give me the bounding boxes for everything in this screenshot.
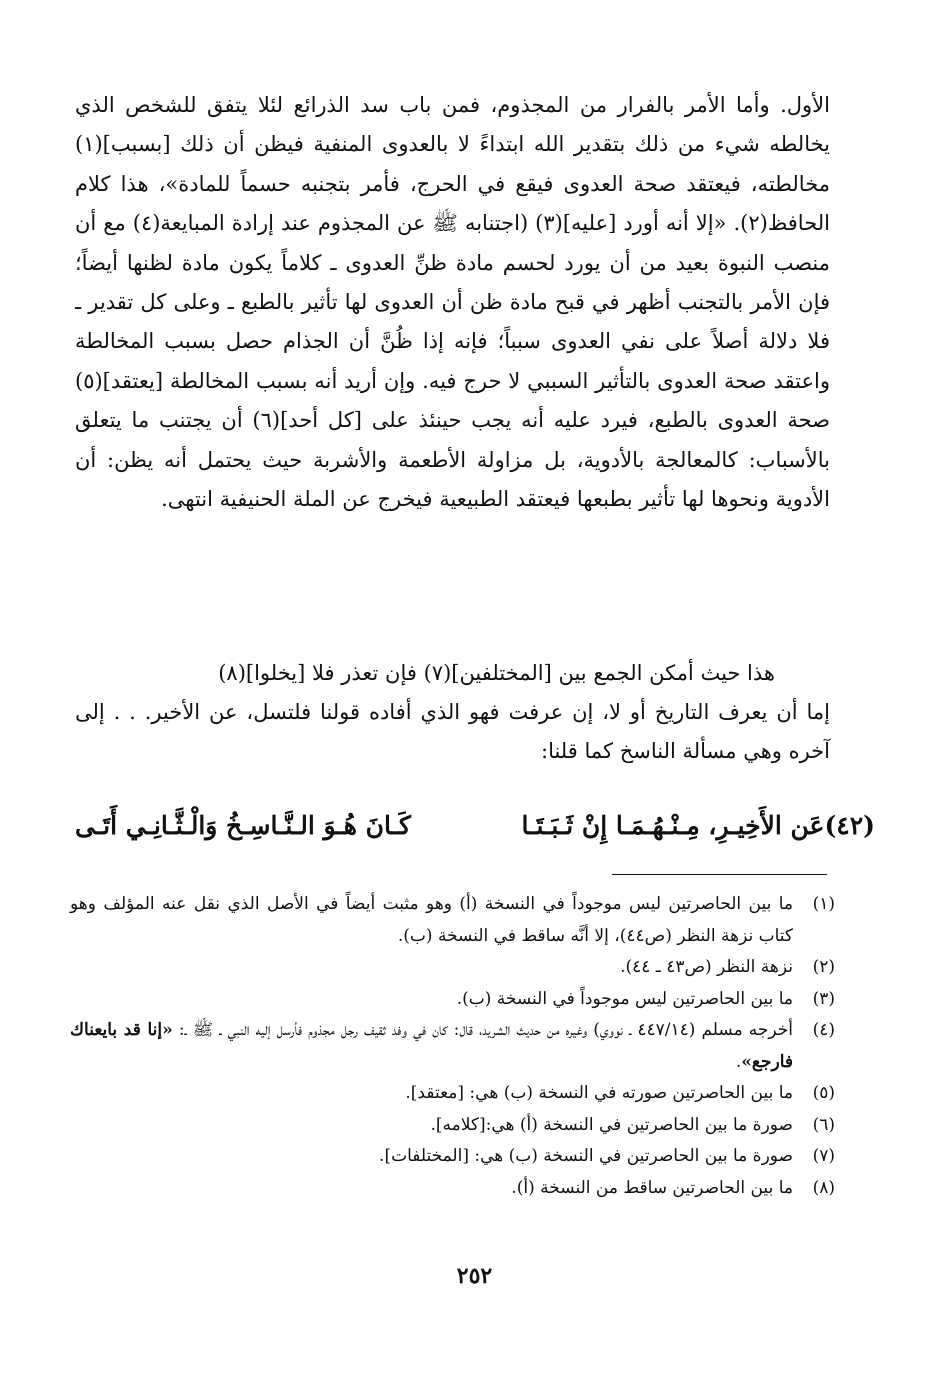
poem-verse: [65, 806, 875, 846]
footnote-divider: [612, 874, 827, 875]
footnote: [70, 1141, 835, 1173]
footnote-number: (١): [812, 894, 835, 914]
footnote-text-end: .: [735, 1051, 742, 1072]
footnote-number: (٥): [812, 1083, 835, 1103]
footnote-number: (٧): [812, 1146, 835, 1166]
verse-first-hemistich: (٤٢)عَن الأَخِيـرِ، مِـنْـهُـمَـا إِنْ ثَـبَـتَـا: [521, 811, 875, 840]
footnote-text-wrap: [70, 1015, 793, 1078]
paragraph-1: الأول. وأما الأمر بالفرار من المجذوم، فمن باب سد الذرائع لئلا يتفق للشخص الذي يخالطه شيء من ذلك بتقدير الله ابتداءً لا بالعدوى المنفية فيظن أن ذلك [بسبب](١) مخالطته، فيعتقد صحة العدوى فيقع في الحرج، فأمر بتجنبه حسماً للمادة»، هذا كلام الحافظ(٢). «إلا أنه أورد [عليه](٣) (اجتنابه ﷺ عن المجذوم عند إرادة المبايعة(٤) مع أن منصب النبوة بعيد من أن يورد لحسم مادة ظنِّ العدوى ـ كلاماً يكون مادة لظنها أيضاً؛ فإن الأمر بالتجنب أظهر في قبح مادة ظن أن العدوى لها تأثير بالطبع ـ وعلى كل تقدير ـ فلا دلالة أصلاً على نفي العدوى سبباً؛ فإنه إذا ظُنَّ أن الجذام حصل بسبب المخالطة واعتقد صحة العدوى بالتأثير السببي لا حرج فيه. وإن أريد أنه بسبب المخالطة [يعتقد](٥) صحة العدوى بالطبع، فيرد عليه أنه يجب حينئذ على [كل أحد](٦) أن يجتنب ما يتعلق بالأسباب: كالمعالجة بالأدوية، بل مزاولة الأطعمة والأشربة حيث يحتمل أنه يظن: أن الأدوية ونحوها لها تأثير بطبعها فيعتقد الطبيعية فيخرج عن الملة الحنيفية انتهى.: [75, 93, 831, 512]
footnote-number: (٤): [812, 1020, 835, 1040]
footnote-text: ما بين الحاصرتين ليس موجوداً في النسخة (ب).: [456, 988, 793, 1009]
hadith-quote: «إنا قد بايعناك فارجع»: [70, 1020, 793, 1072]
footnote: [70, 1078, 835, 1110]
footnote-number: (٢): [812, 957, 835, 977]
second-paragraph: [75, 654, 830, 771]
footnote-text: نزهة النظر (ص٤٣ ـ ٤٤).: [620, 957, 793, 977]
footnote-text: ما بين الحاصرتين صورته في النسخة (ب) هي: [معتقد].: [405, 1083, 793, 1103]
footnote-number: (٨): [812, 1177, 835, 1198]
footnote: [70, 1110, 835, 1142]
paragraph-2-rest: إما أن يعرف التاريخ أو لا، إن عرفت فهو الذي أفاده قولنا فلتسل، عن الأخير. . . إلى آخره وهي مسألة الناسخ كما قلنا:: [75, 700, 830, 763]
footnote-text: صورة ما بين الحاصرتين في النسخة (ب) هي: [المختلفات].: [379, 1146, 793, 1166]
paragraph-2-first-line: هذا حيث أمكن الجمع بين [المختلفين](٧) فإن تعذر فلا [يخلوا](٨): [218, 661, 775, 685]
footnote: [70, 984, 835, 1016]
footnote: [70, 1173, 835, 1205]
footnote-text: ما بين الحاصرتين ليس موجوداً في النسخة (أ) وهو مثبت أيضاً في الأصل الذي نقل عنه المؤلف وهو كتاب نزهة النظر (ص٤٤)، إلا أنَّه ساقط في النسخة (ب).: [70, 894, 793, 946]
footnote: [70, 1015, 835, 1078]
footnote-text: صورة ما بين الحاصرتين في النسخة (أ) هي:[كلامه].: [430, 1114, 793, 1135]
footnote-number: (٣): [812, 988, 835, 1009]
footnote-number: (٦): [812, 1114, 835, 1135]
footnote: [70, 889, 835, 952]
main-paragraph: [75, 86, 830, 519]
footnote-text: ما بين الحاصرتين ساقط من النسخة (أ).: [511, 1177, 793, 1198]
footnotes: [70, 889, 835, 1204]
page-number: ٢٥٢: [456, 1263, 493, 1289]
footnote-text: أخرجه مسلم (٤٤٧/١٤ ـ نووي) وغيره من حديث الشريد، قال: كان في وفد ثقيف رجل مجذوم فأرسل إليه النبي ـ ﷺ ـ:: [172, 1020, 794, 1040]
verse-second-hemistich: كَـانَ هُـوَ الـنَّـاسِـخُ وَالْـثَّـانِـي أَتَـى: [75, 811, 411, 840]
footnote: [70, 952, 835, 984]
